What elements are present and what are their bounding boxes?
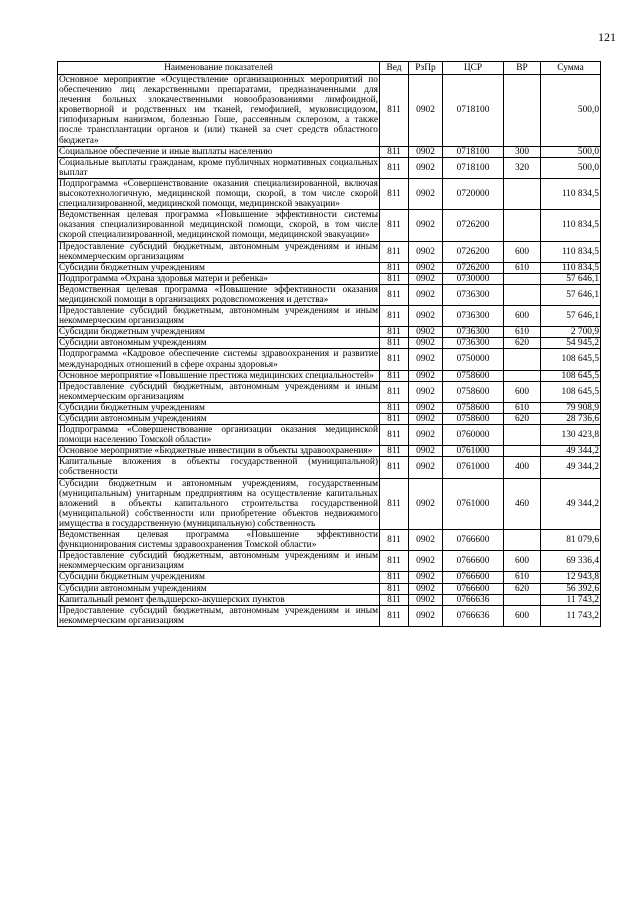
cell-vr: [504, 75, 541, 147]
cell-name: Капитальный ремонт фельдшерско-акушерских пунктов: [58, 594, 380, 605]
table-row: [58, 178, 601, 209]
cell-name: Капитальные вложения в объекты государственной (муниципальной) собственности: [59, 457, 378, 478]
cell-ved: 811: [380, 210, 409, 241]
cell-csr: 0766600: [443, 551, 504, 572]
cell-name: Подпрограмма «Кадровое обеспечение системы здравоохранения и развитие международных отношений в сфере охраны здоровья»: [59, 349, 378, 370]
cell-vr: 610: [504, 327, 541, 338]
cell-rzpr: 0902: [409, 457, 443, 478]
cell-vr: 320: [504, 157, 541, 178]
cell-vr: [504, 594, 541, 605]
cell-rzpr: 0902: [409, 478, 443, 529]
cell-rzpr: 0902: [409, 306, 443, 327]
table-row: [58, 284, 601, 305]
header-csr: ЦСР: [443, 62, 504, 75]
cell-vr: 600: [504, 306, 541, 327]
cell-vr: [504, 273, 541, 284]
cell-name: Предоставление субсидий бюджетным, автономным учреждениям и иным некоммерческим организациям: [59, 381, 378, 402]
cell-ved: 811: [380, 327, 409, 338]
table-row: [58, 327, 601, 338]
cell-vr: 610: [504, 402, 541, 413]
cell-csr: 0736300: [443, 306, 504, 327]
cell-sum: 12 943,8: [541, 572, 601, 583]
cell-ved: 811: [380, 75, 409, 147]
cell-sum: 54 945,2: [541, 338, 601, 349]
header-ved: Вед: [380, 62, 409, 75]
cell-sum: 49 344,2: [541, 457, 601, 478]
cell-vr: 620: [504, 414, 541, 425]
table-row: [58, 425, 601, 446]
cell-ved: 811: [380, 381, 409, 402]
cell-sum: 110 834,5: [541, 178, 601, 209]
cell-vr: 460: [504, 478, 541, 529]
cell-ved: 811: [380, 478, 409, 529]
table-row: [58, 381, 601, 402]
cell-ved: 811: [380, 262, 409, 273]
cell-vr: 400: [504, 457, 541, 478]
header-rzpr: РзПр: [409, 62, 443, 75]
cell-rzpr: 0902: [409, 402, 443, 413]
cell-csr: 0718100: [443, 75, 504, 147]
cell-csr: 0718100: [443, 146, 504, 157]
cell-sum: 108 645,5: [541, 349, 601, 370]
cell-sum: 81 079,6: [541, 530, 601, 551]
cell-vr: [504, 210, 541, 241]
cell-ved: 811: [380, 370, 409, 381]
cell-csr: 0766636: [443, 594, 504, 605]
cell-ved: 811: [380, 338, 409, 349]
cell-vr: [504, 370, 541, 381]
cell-sum: 11 743,2: [541, 594, 601, 605]
cell-rzpr: 0902: [409, 414, 443, 425]
table-body: [58, 75, 601, 627]
budget-table: [57, 61, 601, 627]
cell-rzpr: 0902: [409, 583, 443, 594]
cell-csr: 0766600: [443, 583, 504, 594]
cell-ved: 811: [380, 583, 409, 594]
page-number: 121: [598, 30, 616, 44]
cell-vr: [504, 446, 541, 457]
cell-rzpr: 0902: [409, 530, 443, 551]
cell-sum: 108 645,5: [541, 381, 601, 402]
table-row: [58, 273, 601, 284]
cell-rzpr: 0902: [409, 75, 443, 147]
cell-rzpr: 0902: [409, 349, 443, 370]
cell-vr: 620: [504, 583, 541, 594]
cell-rzpr: 0902: [409, 605, 443, 626]
table-row: [58, 414, 601, 425]
table-row: [58, 262, 601, 273]
cell-sum: 57 646,1: [541, 273, 601, 284]
cell-csr: 0736300: [443, 284, 504, 305]
cell-name: Подпрограмма «Совершенствование оказания специализированной, включая высокотехнологичную, медицинской помощи, скорой, в том числе скорой специализированной, медицинской помощи, медицинской эвакуации»: [59, 178, 378, 210]
cell-sum: 110 834,5: [541, 241, 601, 262]
cell-rzpr: 0902: [409, 594, 443, 605]
cell-rzpr: 0902: [409, 241, 443, 262]
cell-sum: 79 908,9: [541, 402, 601, 413]
cell-ved: 811: [380, 425, 409, 446]
cell-sum: 56 392,6: [541, 583, 601, 594]
table-row: [58, 75, 601, 147]
table-row: [58, 446, 601, 457]
table-header-row: [58, 62, 601, 75]
cell-name: Основное мероприятие «Осуществление организационных мероприятий по обеспечению лиц лекарственными препаратами, предназначенными для лечения больных злокачественными новообразованиями лимфоидной, кроветворной и родственных им тканей, гемофилией, муковисцидозом, гипофизарным нанизмом, болезнью Гоше, рассеянным склерозом, а также после трансплантации органов и (или) тканей за счет средств областного бюджета»: [59, 75, 378, 146]
cell-rzpr: 0902: [409, 551, 443, 572]
cell-rzpr: 0902: [409, 157, 443, 178]
cell-name: Предоставление субсидий бюджетным, автономным учреждениям и иным некоммерческим организациям: [59, 241, 378, 262]
cell-rzpr: 0902: [409, 381, 443, 402]
cell-csr: 0758600: [443, 414, 504, 425]
header-vr: ВР: [504, 62, 541, 75]
cell-name: Субсидии автономным учреждениям: [58, 414, 380, 425]
table-row: [58, 349, 601, 370]
cell-name: Предоставление субсидий бюджетным, автономным учреждениям и иным некоммерческим организациям: [59, 551, 378, 572]
cell-csr: 0726200: [443, 262, 504, 273]
cell-name: Субсидии бюджетным учреждениям: [58, 572, 380, 583]
cell-sum: 500,0: [541, 75, 601, 147]
table-row: [58, 530, 601, 551]
cell-name: Предоставление субсидий бюджетным, автономным учреждениям и иным некоммерческим организациям: [59, 306, 378, 327]
table-row: [58, 306, 601, 327]
cell-sum: 2 700,9: [541, 327, 601, 338]
cell-ved: 811: [380, 402, 409, 413]
cell-sum: 108 645,5: [541, 370, 601, 381]
cell-sum: 69 336,4: [541, 551, 601, 572]
cell-ved: 811: [380, 178, 409, 209]
cell-ved: 811: [380, 414, 409, 425]
cell-csr: 0720000: [443, 178, 504, 209]
table-row: [58, 478, 601, 529]
cell-csr: 0766600: [443, 572, 504, 583]
cell-ved: 811: [380, 284, 409, 305]
cell-sum: 110 834,5: [541, 210, 601, 241]
cell-name: Субсидии бюджетным и автономным учреждениям, государственным (муниципальным) унитарным предприятиям на осуществление капитальных вложений в объекты капитального строительства государственной (муниципальной) собственности или приобретение объектов недвижимого имущества в государственную (муниципальную) собственность: [59, 478, 378, 529]
cell-rzpr: 0902: [409, 262, 443, 273]
cell-vr: 600: [504, 241, 541, 262]
cell-csr: 0760000: [443, 425, 504, 446]
header-name: Наименование показателей: [58, 62, 380, 75]
table-row: [58, 241, 601, 262]
cell-name: Субсидии автономным учреждениям: [58, 338, 380, 349]
table-row: [58, 157, 601, 178]
cell-csr: 0758600: [443, 381, 504, 402]
cell-ved: 811: [380, 446, 409, 457]
cell-sum: 28 736,6: [541, 414, 601, 425]
header-sum: Сумма: [541, 62, 601, 75]
cell-ved: 811: [380, 273, 409, 284]
cell-csr: 0761000: [443, 457, 504, 478]
cell-name: Предоставление субсидий бюджетным, автономным учреждениям и иным некоммерческим организациям: [59, 605, 378, 626]
table-row: [58, 210, 601, 241]
cell-name: Ведомственная целевая программа «Повышение эффективности оказания медицинской помощи в организациях родовспоможения и детства»: [59, 284, 378, 305]
cell-sum: 130 423,8: [541, 425, 601, 446]
table-row: [58, 457, 601, 478]
table-row: [58, 370, 601, 381]
cell-csr: 0758600: [443, 402, 504, 413]
cell-name: Основное мероприятие «Повышение престижа медицинских специальностей»: [58, 370, 380, 381]
table-row: [58, 583, 601, 594]
cell-ved: 811: [380, 306, 409, 327]
cell-vr: 620: [504, 338, 541, 349]
table-row: [58, 338, 601, 349]
cell-csr: 0766600: [443, 530, 504, 551]
cell-rzpr: 0902: [409, 273, 443, 284]
cell-vr: [504, 178, 541, 209]
cell-name: Основное мероприятие «Бюджетные инвестиции в объекты здравоохранения»: [58, 446, 380, 457]
cell-sum: 49 344,2: [541, 446, 601, 457]
cell-csr: 0750000: [443, 349, 504, 370]
cell-ved: 811: [380, 551, 409, 572]
table-row: [58, 146, 601, 157]
cell-ved: 811: [380, 349, 409, 370]
cell-name: Субсидии бюджетным учреждениям: [58, 262, 380, 273]
cell-vr: 300: [504, 146, 541, 157]
cell-rzpr: 0902: [409, 572, 443, 583]
cell-ved: 811: [380, 572, 409, 583]
table-row: [58, 551, 601, 572]
cell-ved: 811: [380, 530, 409, 551]
cell-csr: 0736300: [443, 327, 504, 338]
cell-csr: 0766636: [443, 605, 504, 626]
cell-ved: 811: [380, 157, 409, 178]
table-row: [58, 594, 601, 605]
cell-sum: 49 344,2: [541, 478, 601, 529]
cell-vr: 600: [504, 551, 541, 572]
cell-csr: 0718100: [443, 157, 504, 178]
cell-ved: 811: [380, 594, 409, 605]
cell-sum: 500,0: [541, 157, 601, 178]
cell-csr: 0726200: [443, 241, 504, 262]
cell-vr: 600: [504, 605, 541, 626]
cell-csr: 0758600: [443, 370, 504, 381]
cell-sum: 11 743,2: [541, 605, 601, 626]
cell-rzpr: 0902: [409, 284, 443, 305]
cell-name: Ведомственная целевая программа «Повышение эффективности системы оказания специализированной медицинской помощи, скорой, в том числе скорой специализированной, медицинской помощи, медицинской эвакуации»: [59, 210, 378, 241]
cell-csr: 0726200: [443, 210, 504, 241]
cell-ved: 811: [380, 241, 409, 262]
cell-name: Подпрограмма «Охрана здоровья матери и ребенка»: [58, 273, 380, 284]
cell-name: Социальное обеспечение и иные выплаты населению: [58, 146, 380, 157]
cell-name: Субсидии автономным учреждениям: [58, 583, 380, 594]
cell-ved: 811: [380, 605, 409, 626]
cell-vr: 600: [504, 381, 541, 402]
cell-csr: 0761000: [443, 478, 504, 529]
cell-sum: 500,0: [541, 146, 601, 157]
cell-rzpr: 0902: [409, 327, 443, 338]
cell-csr: 0761000: [443, 446, 504, 457]
cell-vr: [504, 530, 541, 551]
cell-vr: 610: [504, 262, 541, 273]
cell-sum: 57 646,1: [541, 306, 601, 327]
cell-name: Субсидии бюджетным учреждениям: [58, 402, 380, 413]
cell-name: Подпрограмма «Совершенствование организации оказания медицинской помощи населению Томской области»: [59, 425, 378, 446]
table-row: [58, 572, 601, 583]
cell-csr: 0730000: [443, 273, 504, 284]
table-row: [58, 605, 601, 626]
cell-rzpr: 0902: [409, 425, 443, 446]
cell-vr: 610: [504, 572, 541, 583]
cell-rzpr: 0902: [409, 146, 443, 157]
cell-sum: 110 834,5: [541, 262, 601, 273]
cell-sum: 57 646,1: [541, 284, 601, 305]
table-row: [58, 402, 601, 413]
cell-name: Социальные выплаты гражданам, кроме публичных нормативных социальных выплат: [59, 157, 378, 178]
cell-ved: 811: [380, 146, 409, 157]
cell-rzpr: 0902: [409, 178, 443, 209]
cell-vr: [504, 349, 541, 370]
cell-ved: 811: [380, 457, 409, 478]
cell-rzpr: 0902: [409, 370, 443, 381]
cell-name: Субсидии бюджетным учреждениям: [58, 327, 380, 338]
cell-csr: 0736300: [443, 338, 504, 349]
cell-rzpr: 0902: [409, 446, 443, 457]
cell-rzpr: 0902: [409, 210, 443, 241]
cell-name: Ведомственная целевая программа «Повышение эффективности функционирования системы здравоохранения Томской области»: [59, 530, 378, 551]
cell-rzpr: 0902: [409, 338, 443, 349]
cell-vr: [504, 284, 541, 305]
cell-vr: [504, 425, 541, 446]
